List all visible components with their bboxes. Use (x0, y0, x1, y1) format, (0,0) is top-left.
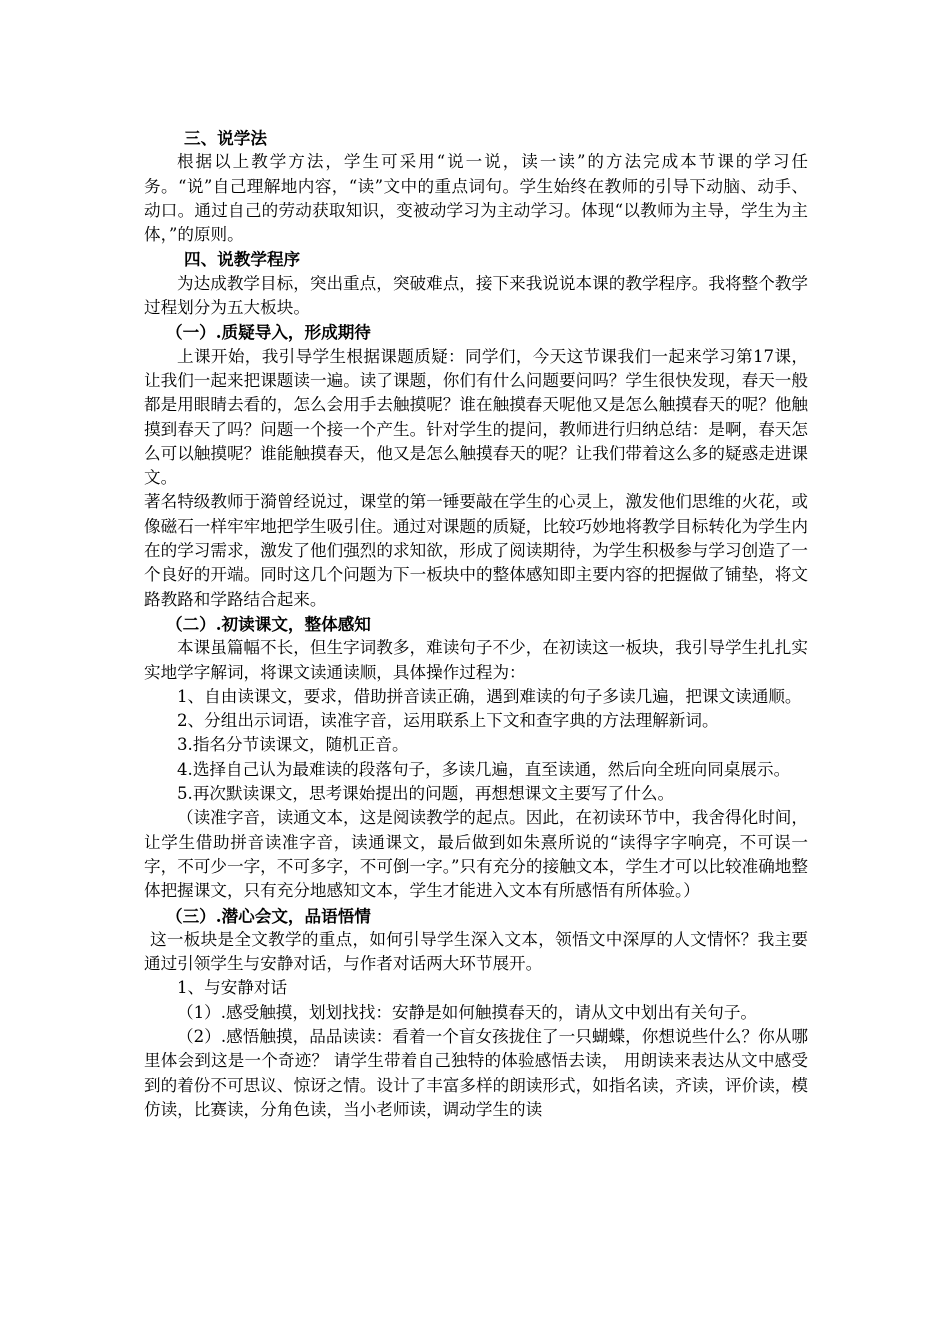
document-page (144, 126, 808, 1122)
body-paragraph: 根据以上教学方法，学生可采用“说一说，读一读”的方法完成本节课的学习任务。“说”自己理解地内容，“读”文中的重点词句。学生始终在教师的引导下动脑、动手、动口。通过自己的劳动获取知识，变被动学习为主动学习。体现“以教师为主导，学生为主体，”的原则。 (144, 152, 808, 245)
body-paragraph: 为达成教学目标，突出重点，突破难点，接下来我说说本课的教学程序。我将整个教学过程划分为五大板块。 (144, 273, 808, 318)
body-paragraph: （1）.感受触摸，划划找找：安静是如何触摸春天的，请从文中划出有关句子。 (177, 1002, 758, 1022)
body-paragraph: 这一板块是全文教学的重点，如何引导学生深入文本，领悟文中深厚的人文情怀？我主要通过引领学生与安静对话，与作者对话两大环节展开。 (144, 929, 808, 974)
body-paragraph: 2、分组出示词语，读准字音，运用联系上下文和查字典的方法理解新词。 (177, 711, 719, 731)
body-paragraph: （读准字音，读通文本，这是阅读教学的起点。因此，在初读环节中，我舍得化时间，让学生借助拼音读准字音，读通课文，最后做到如朱熹所说的“读得字字响亮，不可误一字，不可少一字，不可多字，不可倒一字。”只有充分的接触文本，学生才可以比较准确地整体把握课文，只有充分地感知文本，学生才能进入文本有所感悟有所体验。） (144, 808, 808, 901)
body-paragraph: 本课虽篇幅不长，但生字词教多，难读句子不少，在初读这一板块，我引导学生扎扎实实地学字解词，将课文读通读顺，具体操作过程为： (144, 638, 808, 682)
section-heading: 四、说教学程序 (184, 249, 301, 270)
body-paragraph: 4.选择自己认为最难读的段落句子，多读几遍，直至读通，然后向全班向同桌展示。 (177, 759, 791, 779)
section-heading: 三、说学法 (184, 128, 267, 148)
body-paragraph: 1、与安静对话 (177, 978, 288, 998)
section-heading: （三）.潜心会文，品语悟情 (166, 905, 371, 926)
body-paragraph: 1、自由读课文，要求，借助拼音读正确，遇到难读的句子多读几遍，把课文读通顺。 (177, 686, 802, 706)
body-paragraph: 5.再次默读课文，思考课始提出的问题，再想想课文主要写了什么。 (177, 784, 675, 804)
section-heading: （二）.初读课文，整体感知 (166, 613, 371, 634)
body-paragraph: 3.指名分节读课文，随机正音。 (177, 735, 409, 755)
section-heading: （一）.质疑导入，形成期待 (166, 322, 371, 343)
body-paragraph: 著名特级教师于漪曾经说过，课堂的第一锤要敲在学生的心灵上，激发他们思维的火花，或像磁石一样牢牢地把学生吸引住。通过对课题的质疑，比较巧妙地将教学目标转化为学生内在的学习需求，激发了他们强烈的求知欲，形成了阅读期待，为学生积极参与学习创造了一个良好的开端。同时这几个问题为下一板块中的整体感知即主要内容的把握做了铺垫，将文路教路和学路结合起来。 (144, 492, 808, 609)
body-paragraph: 上课开始，我引导学生根据课题质疑：同学们，今天这节课我们一起来学习第17课，让我们一起来把课题读一遍。读了课题，你们有什么问题要问吗？学生很快发现，春天一般都是用眼睛去看的，怎么会用手去触摸呢？谁在触摸春天呢他又是怎么触摸春天的呢？他触摸到春天了吗？问题一个接一个产生。针对学生的提问，教师进行归纳总结：是啊，春天怎么可以触摸呢？谁能触摸春天，他又是怎么触摸春天的呢？让我们带着这么多的疑惑走进课文。 (144, 346, 808, 488)
body-paragraph: （2）.感悟触摸，品品读读：看着一个盲女孩拢住了一只蝴蝶，你想说些什么？你从哪里体会到这是一个奇迹？ 请学生带着自己独特的体验感悟去读， 用朗读来表达从文中感受到的着份不可思议、惊讶之情。设计了丰富多样的朗读形式，如指名读，齐读，评价读，模仿读，比赛读，分角色读，当小老师读，调动学生的读 (144, 1026, 808, 1119)
